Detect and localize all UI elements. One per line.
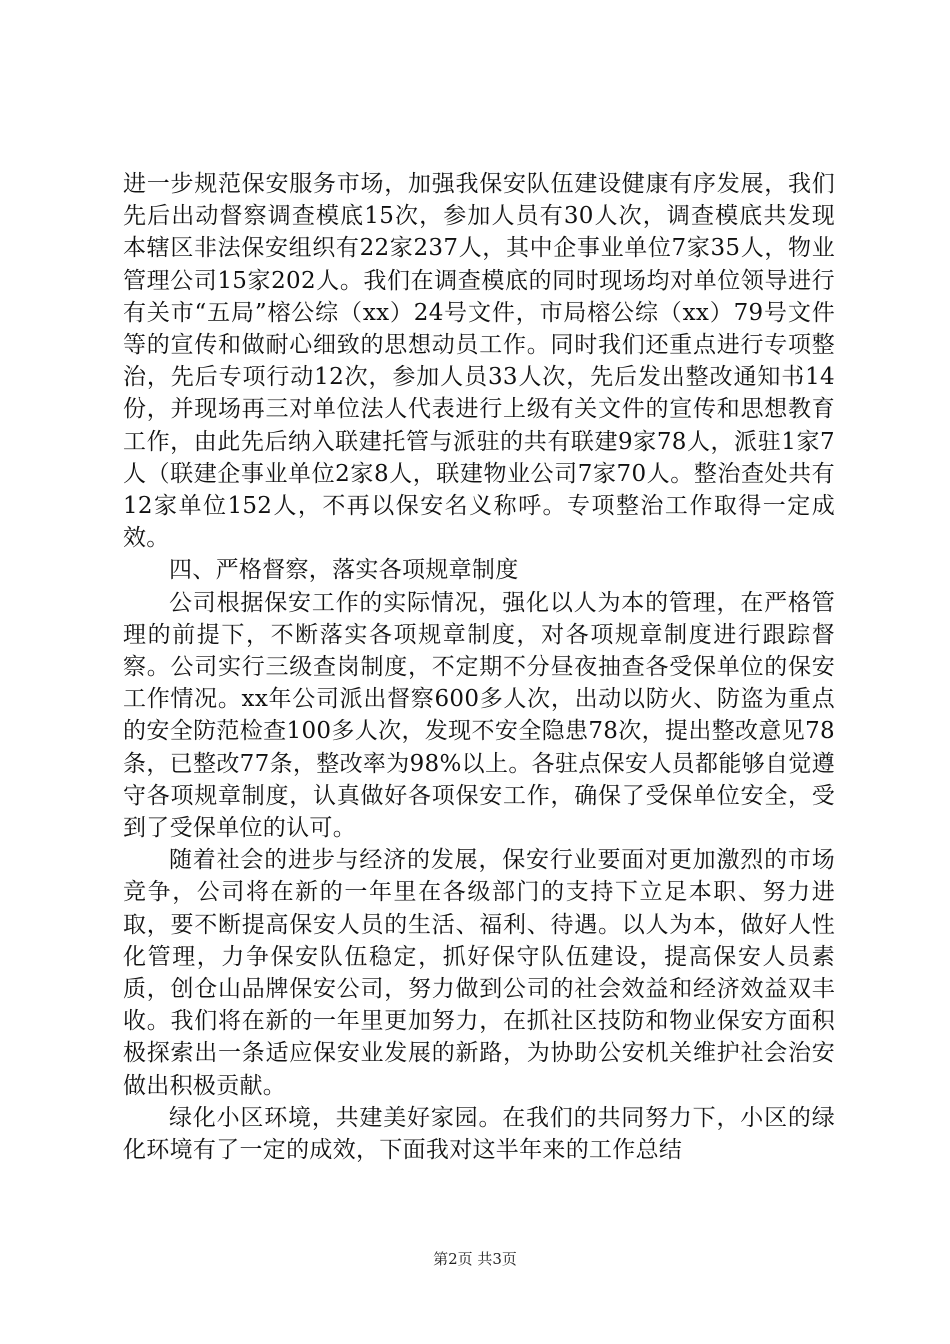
document-body: [123, 168, 835, 1166]
paragraph-4: 绿化小区环境，共建美好家园。在我们的共同努力下，小区的绿化环境有了一定的成效，下面我对这半年来的工作总结: [123, 1104, 835, 1164]
paragraph-1: 进一步规范保安服务市场，加强我保安队伍建设健康有序发展，我们先后出动督察调查模底15次，参加人员有30人次，调查模底共发现本辖区非法保安组织有22家237人，其中企事业单位7家35人，物业管理公司15家202人。我们在调查模底的同时现场均对单位领导进行有关市“五局”榕公综（xx）24号文件，市局榕公综（xx）79号文件等的宣传和做耐心细致的思想动员工作。同时我们还重点进行专项整治，先后专项行动12次，参加人员33人次，先后发出整改通知书14份，并现场再三对单位法人代表进行上级有关文件的宣传和思想教育工作，由此先后纳入联建托管与派驻的共有联建9家78人，派驻1家7人（联建企事业单位2家8人，联建物业公司7家70人。整治查处共有12家单位152人，不再以保安名义称呼。专项整治工作取得一定成效。: [123, 171, 835, 552]
paragraph-3: 随着社会的进步与经济的发展，保安行业要面对更加激烈的市场竞争，公司将在新的一年里在各级部门的支持下立足本职、努力进取，要不断提高保安人员的生活、福利、待遇。以人为本，做好人性化管理，力争保安队伍稳定，抓好保守队伍建设，提高保安人员素质，创仓山品牌保安公司，努力做到公司的社会效益和经济效益双丰收。我们将在新的一年里更加努力，在抓社区技防和物业保安方面积极探索出一条适应保安业发展的新路，为协助公安机关维护社会治安做出积极贡献。: [123, 847, 835, 1099]
section-heading: 四、严格督察，落实各项规章制度: [169, 557, 519, 584]
page-footer: 第2页 共3页: [433, 1250, 517, 1268]
paragraph-2: 公司根据保安工作的实际情况，强化以人为本的管理，在严格管理的前提下，不断落实各项规章制度，对各项规章制度进行跟踪督察。公司实行三级查岗制度，不定期不分昼夜抽查各受保单位的保安工作情况。xx年公司派出督察600多人次，出动以防火、防盗为重点的安全防范检查100多人次，发现不安全隐患78次，提出整改意见78条，已整改77条，整改率为98%以上。各驻点保安人员都能够自觉遵守各项规章制度，认真做好各项保安工作，确保了受保单位安全，受到了受保单位的认可。: [123, 589, 835, 842]
